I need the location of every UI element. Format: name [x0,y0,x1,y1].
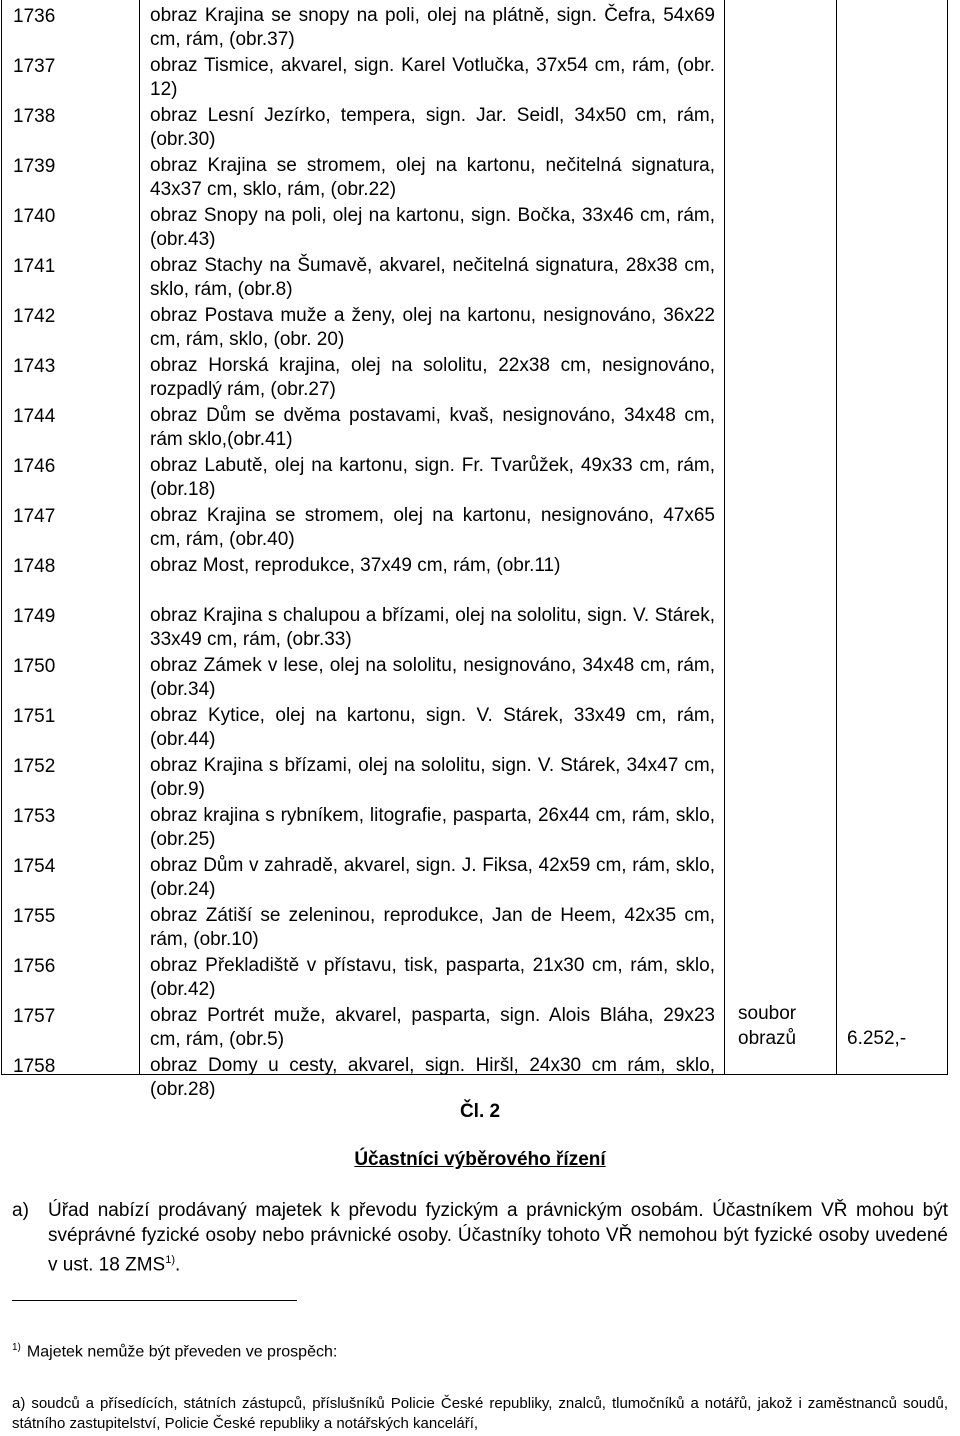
footnote-text: Majetek nemůže být převeden ve prospěch: [26,1343,338,1361]
item-description: obraz Labutě, olej na kartonu, sign. Fr. Tvarůžek, 49x33 cm, rám, (obr.18) [150,455,715,500]
table-row [2,600,950,650]
item-description: obraz Domy u cesty, akvarel, sign. Hiršl, 24x30 cm rám, sklo, (obr.28) [150,1055,715,1100]
table-row [2,550,950,600]
footnote [12,1337,337,1363]
table-row [2,200,950,250]
item-number: 1744 [13,406,56,427]
table-row [2,0,950,50]
table-row [2,100,950,150]
footnote-ref[interactable]: 1) [165,1254,175,1266]
footnote-mark: 1) [12,1342,21,1353]
table-row [2,400,950,450]
summary-price: 6.252,- [847,1028,907,1049]
footnote-item: a) soudců a přísedících, státních zástupců, příslušníků Policie České republiky, znalců, tlumočníků a notářů, jakož i zaměstnanců soudů, státního zastupitelství, Policie České republiky a notářských kanceláří, [12,1395,948,1432]
item-description: obraz Portrét muže, akvarel, pasparta, sign. Alois Bláha, 29x23 cm, rám, (obr.5) [150,1005,715,1050]
table-row [2,150,950,200]
item-description: obraz Tismice, akvarel, sign. Karel Votlučka, 37x54 cm, rám, (obr. 12) [150,55,715,100]
table-row [2,800,950,850]
table-row [2,750,950,800]
item-number: 1739 [13,156,56,177]
summary-label-line1: soubor [738,1003,797,1024]
table-row [2,950,950,1000]
item-paragraph [48,1198,948,1277]
table-row [2,1050,950,1100]
item-number: 1753 [13,806,56,827]
article-number: Čl. 2 [459,1101,501,1122]
table-row [2,50,950,100]
item-text: Úřad nabízí prodávaný majetek k převodu fyzickým a právnickým osobám. Účastníkem VŘ mohou být svéprávné fyzické osoby nebo právnické osoby. Účastníky tohoto VŘ nemohou být fyzické osoby uvedené v ust. 18 ZMS [48,1200,948,1276]
summary-label [738,1001,796,1051]
item-number: 1754 [13,856,56,877]
summary-label-line2: obrazů [738,1028,797,1049]
item-description: obraz Stachy na Šumavě, akvarel, nečitelná signatura, 28x38 cm, sklo, rám, (obr.8) [150,255,715,300]
table-row [2,650,950,700]
item-number: 1742 [13,306,56,327]
item-description: obraz Krajina se stromem, olej na kartonu, nečitelná signatura, 43x37 cm, sklo, rám, (obr.22) [150,155,715,200]
item-number: 1738 [13,106,56,127]
item-description: obraz Zátiší se zeleninou, reprodukce, Jan de Heem, 42x35 cm, rám, (obr.10) [150,905,715,950]
table-row [2,1000,950,1050]
item-number: 1756 [13,956,56,977]
item-number: 1749 [13,606,56,627]
table-row [2,350,950,400]
item-number: 1750 [13,656,56,677]
item-number: 1758 [13,1056,56,1077]
item-description: obraz Kytice, olej na kartonu, sign. V. Stárek, 33x49 cm, rám, (obr.44) [150,705,715,750]
item-text-end: . [174,1254,181,1276]
item-number: 1747 [13,506,56,527]
item-number: 1743 [13,356,56,377]
item-description: obraz Krajina s břízami, olej na sololitu, sign. V. Stárek, 34x47 cm,(obr.9) [150,755,715,800]
footnote-separator [12,1300,297,1301]
item-number: 1746 [13,456,56,477]
table-row [2,700,950,750]
item-description: obraz Postava muže a ženy, olej na kartonu, nesignováno, 36x22 cm, rám, sklo, (obr. 20) [150,305,715,350]
item-number: 1751 [13,706,56,727]
item-description: obraz Překladiště v přístavu, tisk, pasparta, 21x30 cm, rám, sklo, (obr.42) [150,955,715,1000]
item-description: obraz Most, reprodukce, 37x49 cm, rám, (obr.11) [150,555,561,576]
item-number: 1737 [13,56,56,77]
table-row [2,450,950,500]
article-heading: Účastníci výběrového řízení [354,1149,606,1170]
inventory-table [1,0,948,1100]
item-description: obraz Krajina se snopy na poli, olej na plátně, sign. Čefra, 54x69 cm, rám, (obr.37) [150,5,715,50]
item-number: 1757 [13,1006,56,1027]
item-number: 1741 [13,256,56,277]
item-number: 1748 [13,556,56,577]
item-description: obraz Lesní Jezírko, tempera, sign. Jar. Seidl, 34x50 cm, rám, (obr.30) [150,105,715,150]
item-number: 1755 [13,906,56,927]
item-number: 1752 [13,756,56,777]
item-description: obraz krajina s rybníkem, litografie, pasparta, 26x44 cm, rám, sklo, (obr.25) [150,805,715,850]
item-description: obraz Snopy na poli, olej na kartonu, sign. Bočka, 33x46 cm, rám, (obr.43) [150,205,715,250]
item-description: obraz Krajina s chalupou a břízami, olej na sololitu, sign. V. Stárek, 33x49 cm, rám, (obr.33) [150,605,715,650]
item-number: 1740 [13,206,56,227]
table-row [2,900,950,950]
item-number: 1736 [13,6,56,27]
item-description: obraz Zámek v lese, olej na sololitu, nesignováno, 34x48 cm, rám, (obr.34) [150,655,715,700]
table-row [2,500,950,550]
table-row [2,300,950,350]
table-row [2,850,950,900]
table-row [2,250,950,300]
item-description: obraz Dům se dvěma postavami, kvaš, nesignováno, 34x48 cm, rám sklo,(obr.41) [150,405,715,450]
item-description: obraz Dům v zahradě, akvarel, sign. J. Fiksa, 42x59 cm, rám, sklo, (obr.24) [150,855,715,900]
item-description: obraz Krajina se stromem, olej na kartonu, nesignováno, 47x65 cm, rám, (obr.40) [150,505,715,550]
item-description: obraz Horská krajina, olej na sololitu, 22x38 cm, nesignováno, rozpadlý rám, (obr.27) [150,355,715,400]
item-letter: a) [12,1200,29,1221]
